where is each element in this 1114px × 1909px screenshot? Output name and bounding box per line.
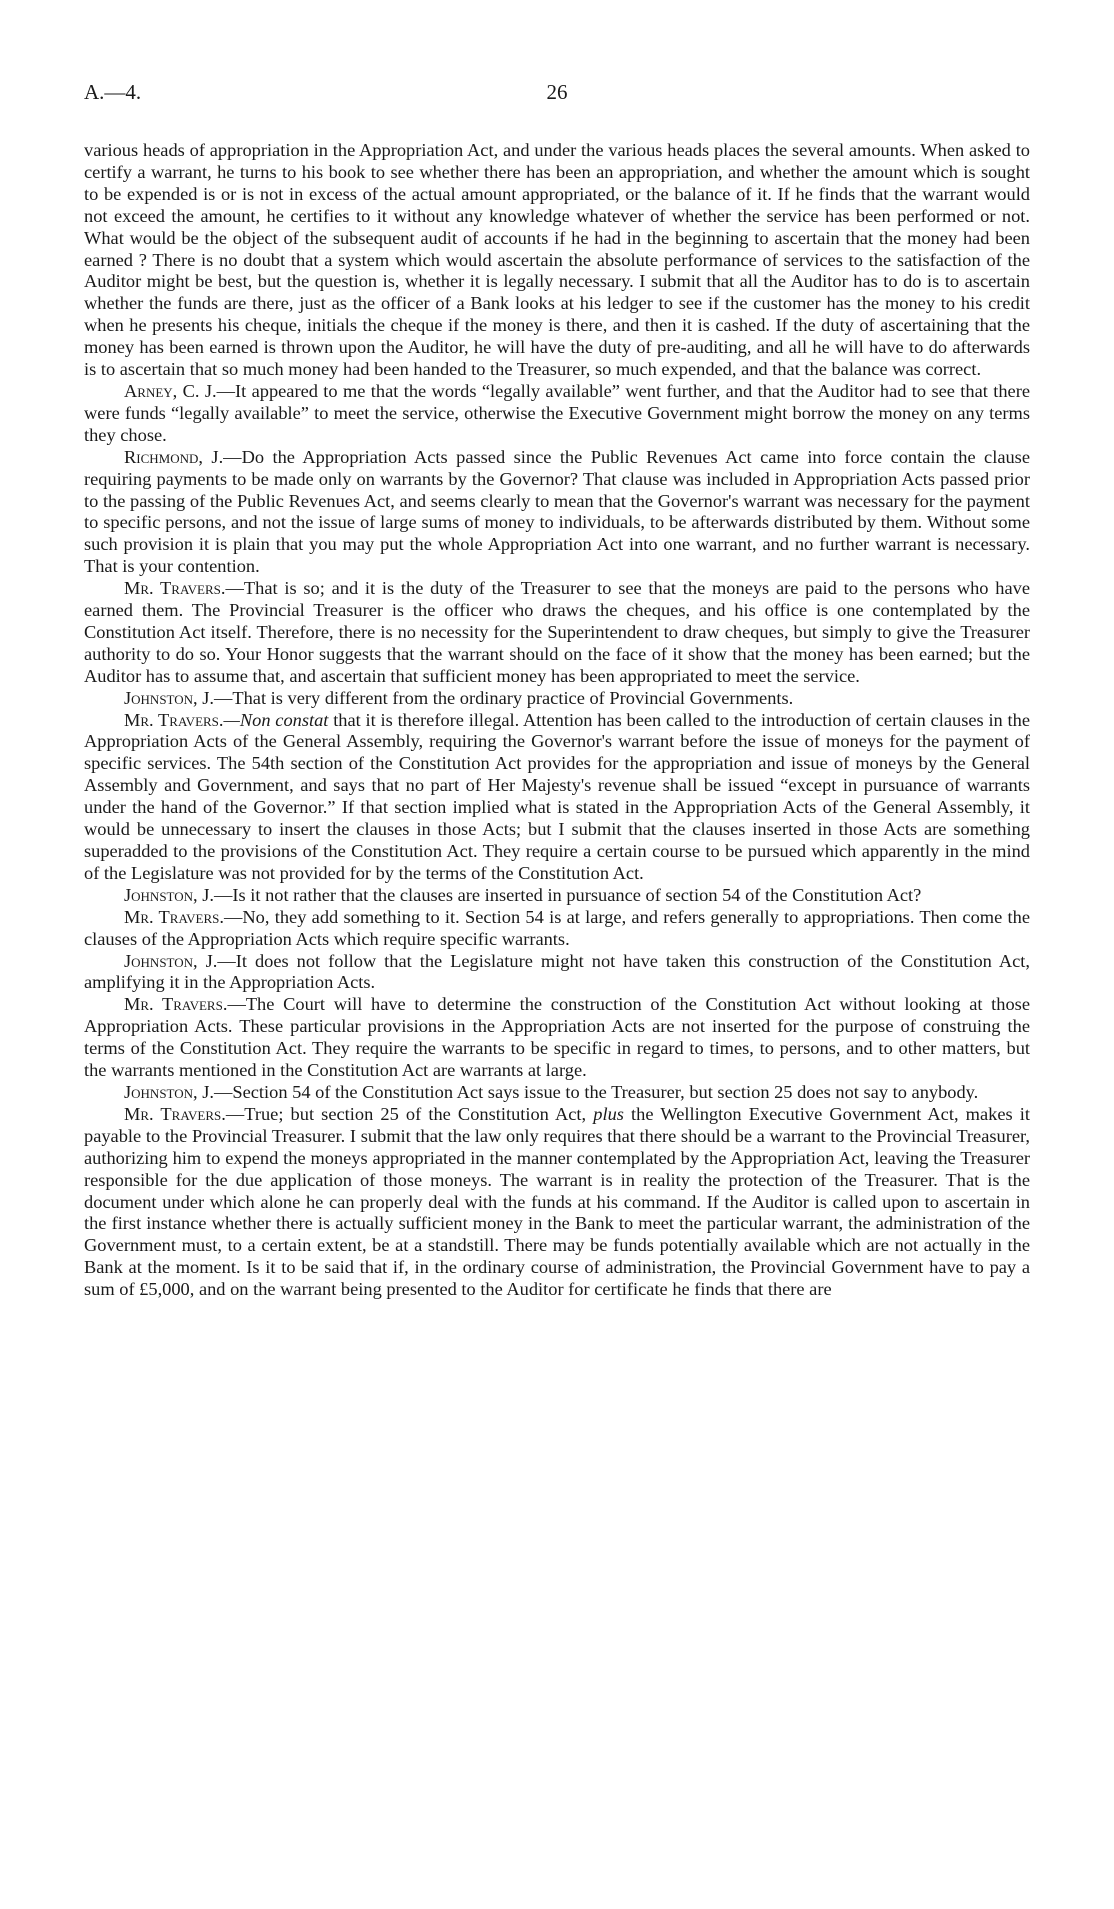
- paragraph: [84, 578, 1030, 688]
- paragraph-text: various heads of appropriation in the Appropriation Act, and under the various heads places the several amounts. When asked to certify a warrant, he turns to his book to see whether there has been an appropriation, and whether the amount which is sought to be expended is or is not in excess of the actual amount appropriated, or the balance of it. If he finds that the warrant would not exceed the amount, he certifies to it without any knowledge whatever of whether the service has been performed or not. What would be the object of the subsequent audit of accounts if he had in the beginning to ascertain that the money had been earned ? There is no doubt that a system which would ascertain the absolute performance of services to the satisfaction of the Auditor might be best, but the question is, whether it is legally necessary. I submit that all the Auditor has to do is to ascertain whether the funds are there, just as the officer of a Bank looks at his ledger to see if the customer has the money to his credit when he presents his cheque, initials the cheque if the money is there, and then it is cashed. If the duty of ascertaining that the money has been earned is thrown upon the Auditor, he will have the duty of pre-auditing, and all he will have to do afterwards is to ascertain that so much money had been handed to the Treasurer, so much expended, and that the balance was correct.: [84, 140, 1030, 380]
- paragraph: [84, 710, 1030, 885]
- paragraph: [84, 1082, 1030, 1104]
- paragraph-text: —That is very different from the ordinary practice of Provincial Governments.: [213, 687, 794, 708]
- paragraph: [84, 688, 1030, 710]
- paragraph: [84, 1104, 1030, 1301]
- paragraph-text: that it is therefore illegal. Attention has been called to the introduction of certain clauses in the Appropriation Acts of the General Assembly, requiring the Governor's warrant before the issue of moneys for the payment of specific services. The 54th section of the Constitution Act provides for the appropriation and issue of moneys by the General Assembly and Government, and says that no part of Her Majesty's revenue shall be issued “except in pursuance of warrants under the hand of the Governor.” If that section implied what is stated in the Appropriation Acts of the General Assembly, it would be unnecessary to insert the clauses in those Acts; but I submit that the clauses inserted in those Acts are something superadded to the provisions of the Constitution Act. They require a certain course to be pursued which apparently in the mind of the Legislature was not provided for by the terms of the Constitution Act.: [84, 709, 1030, 883]
- paragraph-text: —True; but section 25 of the Constitution Act,: [225, 1103, 594, 1124]
- paragraph: [84, 447, 1030, 578]
- paragraph-text: —No, they add something to it. Section 54 is at large, and refers generally to appropriations. Then come the clauses of the Appropriation Acts which require specific warrants.: [84, 906, 1030, 949]
- italic-phrase: —Non constat: [223, 709, 329, 730]
- italic-phrase: plus: [593, 1103, 624, 1124]
- speaker-name: Mr. Travers.: [124, 578, 226, 599]
- speaker-name: Johnston, J.: [124, 884, 214, 905]
- paragraph: [84, 381, 1030, 447]
- speaker-name: Mr. Travers.: [124, 906, 224, 927]
- paragraph-text: —That is so; and it is the duty of the Treasurer to see that the moneys are paid to the persons who have earned them. The Provincial Treasurer is the officer who draws the cheques, and his office is one contemplated by the Constitution Act itself. Therefore, there is no necessity for the Superintendent to draw cheques, but simply to give the Treasurer authority to do so. Your Honor suggests that the warrant should on the face of it show that the money has been earned; but the Auditor has to assume that, and ascertain that sufficient money has been appropriated to meet the service.: [84, 578, 1030, 686]
- paragraph: [84, 885, 1030, 907]
- speaker-name: Johnston, J.: [124, 687, 214, 708]
- paragraph: [84, 951, 1030, 995]
- document-number: A.—4.: [84, 80, 142, 104]
- body-text: [84, 140, 1030, 1301]
- paragraph-text: —The Court will have to determine the construction of the Constitution Act without looking at those Appropriation Acts. These particular provisions in the Appropriation Acts are not inserted for the purpose of construing the terms of the Constitution Act. They require the warrants to be specific in regard to times, to persons, and to other matters, but the warrants mentioned in the Constitution Act are warrants at large.: [84, 994, 1030, 1081]
- paragraph-text: the Wellington Executive Government Act, makes it payable to the Provincial Treasurer. I submit that the law only requires that there should be a warrant to the Provincial Treasurer, authorizing him to expend the moneys appropriated in the manner contemplated by the Appropriation Act, leaving the Treasurer responsible for the due application of those moneys. The warrant is in reality the protection of the Treasurer. That is the document under which alone he can properly deal with the funds at his command. If the Auditor is called upon to ascertain in the first instance whether there is actually sufficient money in the Bank to meet the particular warrant, the administration of the Government must, to a certain extent, be at a standstill. There may be funds potentially available which are not actually in the Bank at the moment. Is it to be said that if, in the ordinary course of administration, the Provincial Government have to pay a sum of £5,000, and on the warrant being presented to the Auditor for certificate he finds that there are: [84, 1103, 1030, 1300]
- paragraph: [84, 907, 1030, 951]
- speaker-name: Mr. Travers.: [124, 1103, 226, 1124]
- speaker-name: Arney, C. J.: [124, 380, 217, 401]
- paragraph-text: —Section 54 of the Constitution Act says issue to the Treasurer, but section 25 does not say to anybody.: [213, 1081, 979, 1102]
- speaker-name: Johnston, J.: [124, 1081, 214, 1102]
- page-header: [84, 80, 1030, 110]
- speaker-name: Mr. Travers.: [124, 709, 224, 730]
- paragraph-text: —It does not follow that the Legislature might not have taken this construction of the Constitution Act, amplifying it in the Appropriation Acts.: [84, 950, 1030, 993]
- speaker-name: Mr. Travers.: [124, 994, 228, 1015]
- paragraph-text: —It appeared to me that the words “legally available” went further, and that the Auditor had to see that there were funds “legally available” to meet the service, otherwise the Executive Government might borrow the money on any terms they chose.: [84, 380, 1030, 445]
- paragraph: [84, 994, 1030, 1082]
- paragraph-text: —Do the Appropriation Acts passed since the Public Revenues Act came into force contain the clause requiring payments to be made only on warrants by the Governor? That clause was included in Appropriation Acts passed prior to the passing of the Public Revenues Act, and seems clearly to mean that the Governor's warrant was necessary for the payment to specific persons, and not the issue of large sums of money to individuals, to be afterwards distributed by them. Without some such provision it is plain that you may put the whole Appropriation Act into one warrant, and no further warrant is necessary. That is your contention.: [84, 446, 1030, 577]
- page-number: 26: [546, 80, 568, 104]
- paragraph-continuation: [84, 140, 1030, 381]
- speaker-name: Richmond, J.: [124, 446, 224, 467]
- speaker-name: Johnston, J.: [124, 950, 218, 971]
- paragraph-text: —Is it not rather that the clauses are inserted in pursuance of section 54 of the Constitution Act?: [213, 884, 922, 905]
